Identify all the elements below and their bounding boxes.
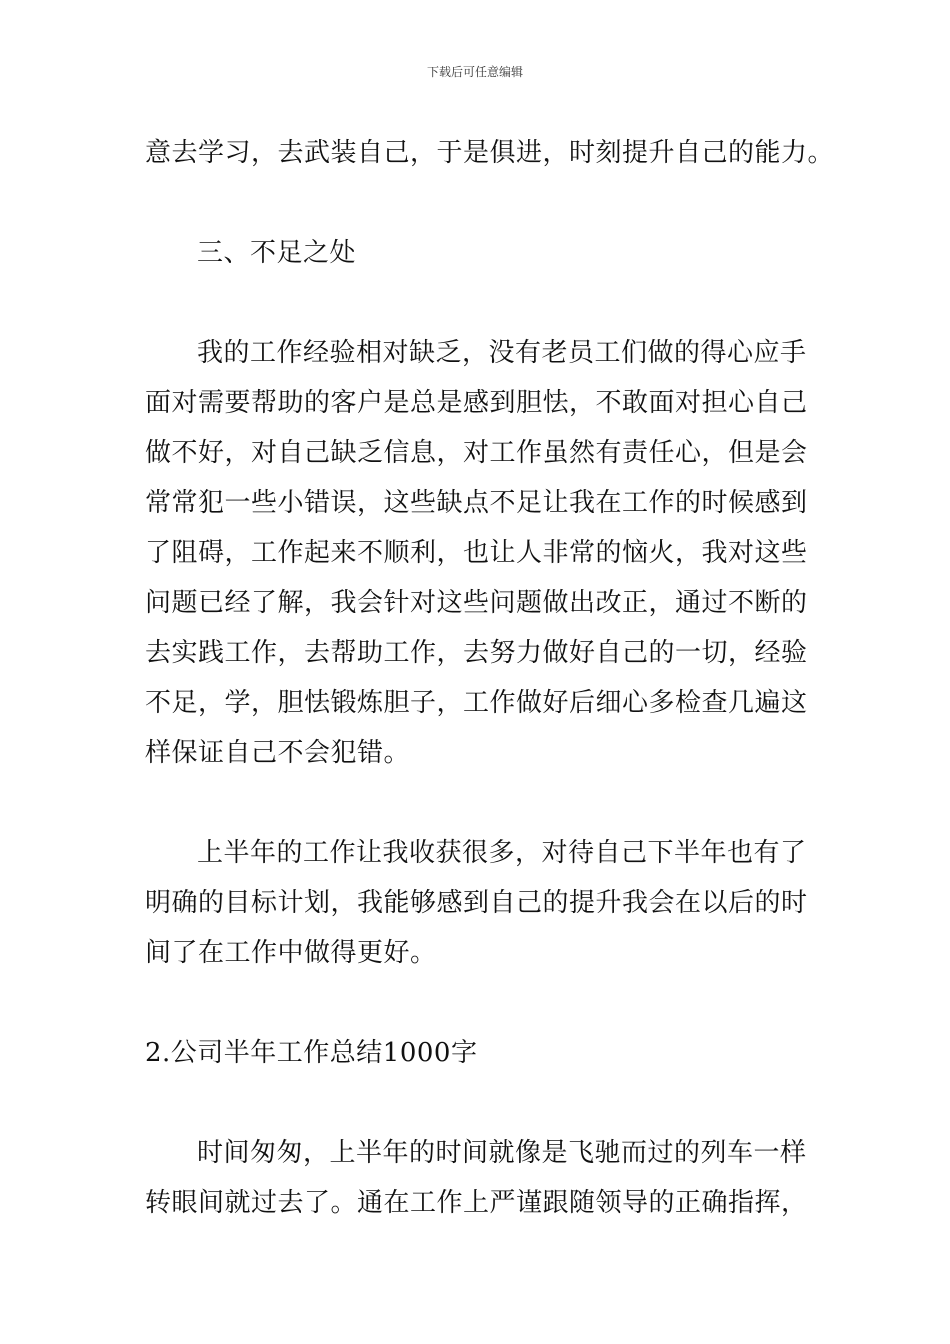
paragraph-gap (145, 978, 807, 1028)
page-header: 下载后可任意编辑 (426, 65, 523, 79)
text-line: 时间匆匆，上半年的时间就像是飞驰而过的列车一样 (197, 1138, 807, 1168)
document-body (145, 128, 835, 1228)
text-line: 间了在工作中做得更好。 (145, 938, 437, 968)
paragraph-gap (145, 178, 807, 228)
text-line: 三、不足之处 (197, 238, 357, 268)
text-line: 我的工作经验相对缺乏，没有老员工们做的得心应手 (197, 338, 807, 368)
text-line: 意去学习，去武装自己，于是俱进，时刻提升自己的能力。 (145, 138, 835, 168)
text-line: 样保证自己不会犯错。 (145, 738, 411, 768)
text-line: 明确的目标计划，我能够感到自己的提升我会在以后的时 (145, 888, 808, 918)
paragraph-shortcomings (145, 328, 807, 778)
text-line: 了阻碍，工作起来不顺利，也让人非常的恼火，我对这些 (145, 538, 808, 568)
paragraph-gap (145, 778, 807, 828)
text-line: 做不好，对自己缺乏信息，对工作虽然有责任心，但是会 (145, 438, 808, 468)
article-title (145, 1028, 807, 1078)
text-line: 2.公司半年工作总结1000字 (145, 1038, 478, 1068)
paragraph-gap (145, 278, 807, 328)
text-line: 转眼间就过去了。通在工作上严谨跟随领导的正确指挥， (145, 1188, 808, 1218)
paragraph-gap (145, 1078, 807, 1128)
text-line: 去实践工作，去帮助工作，去努力做好自己的一切，经验 (145, 638, 808, 668)
paragraph-summary (145, 828, 807, 978)
section-heading (145, 228, 807, 278)
text-line: 不足，学，胆怯锻炼胆子，工作做好后细心多检查几遍这 (145, 688, 808, 718)
text-line: 上半年的工作让我收获很多，对待自己下半年也有了 (197, 838, 807, 868)
paragraph-intro (145, 1128, 807, 1228)
paragraph-continuation (145, 128, 835, 178)
text-line: 常常犯一些小错误，这些缺点不足让我在工作的时候感到 (145, 488, 808, 518)
text-line: 面对需要帮助的客户是总是感到胆怯，不敢面对担心自己 (145, 388, 808, 418)
text-line: 问题已经了解，我会针对这些问题做出改正，通过不断的 (145, 588, 808, 618)
